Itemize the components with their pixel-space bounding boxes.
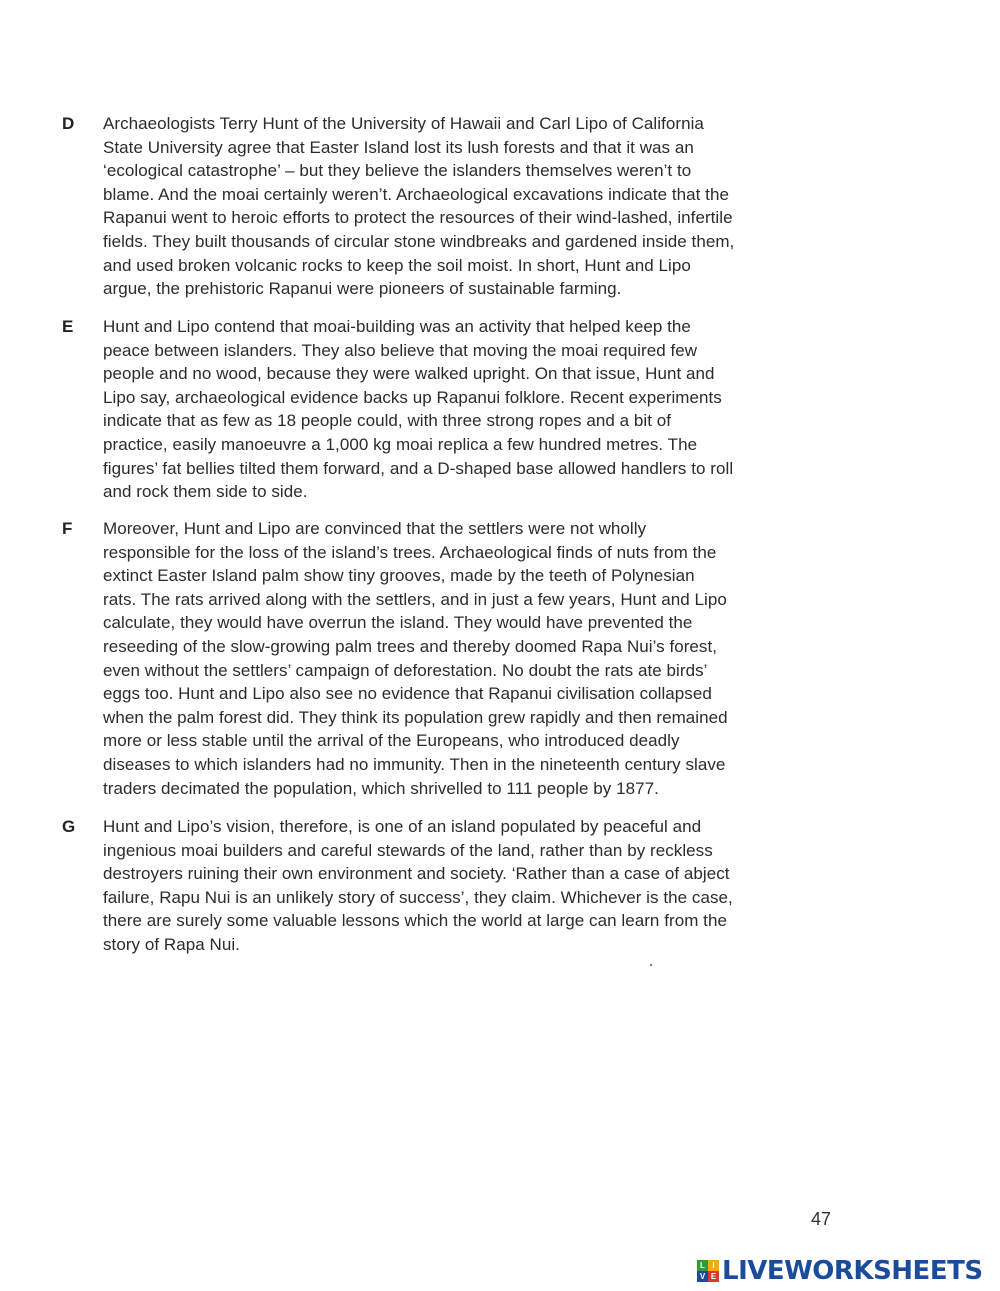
text-line: Archaeologists Terry Hunt of the University of Hawaii and Carl Lipo of California xyxy=(103,114,704,133)
text-line: ingenious moai builders and careful stewards of the land, rather than by reckless xyxy=(103,840,713,860)
paragraph-text xyxy=(103,112,851,301)
text-line: practice, easily manoeuvre a 1,000 kg moai replica a few hundred metres. The xyxy=(103,434,698,454)
paragraph-letter: E xyxy=(62,317,74,336)
text-line: extinct Easter Island palm show tiny grooves, made by the teeth of Polynesian xyxy=(103,566,695,586)
paragraph-letter: D xyxy=(62,114,75,133)
text-line: more or less stable until the arrival of the Europeans, who introduced deadly xyxy=(103,731,680,751)
logo-text: LIVEWORKSHEETS xyxy=(722,1256,983,1286)
text-line: traders decimated the population, which shrivelled to 111 people by 1877. xyxy=(103,778,659,798)
paragraph-text xyxy=(103,815,851,957)
text-line: fields. They built thousands of circular stone windbreaks and gardened inside them, xyxy=(103,231,735,251)
text-line: diseases to which islanders had no immunity. Then in the nineteenth century slave xyxy=(103,754,726,774)
liveworksheets-logo[interactable] xyxy=(697,1256,983,1286)
logo-cell: I xyxy=(708,1260,719,1271)
paragraph-text xyxy=(103,315,851,504)
text-line: argue, the prehistoric Rapanui were pioneers of sustainable farming. xyxy=(103,279,622,299)
text-line: Lipo say, archaeological evidence backs up Rapanui folklore. Recent experiments xyxy=(103,387,722,407)
text-line: rats. The rats arrived along with the settlers, and in just a few years, Hunt and Lipo xyxy=(103,589,727,609)
paragraph-letter: F xyxy=(62,519,73,538)
text-line: eggs too. Hunt and Lipo also see no evidence that Rapanui civilisation collapsed xyxy=(103,684,712,704)
paragraph-letter: G xyxy=(62,817,76,836)
text-line: Moreover, Hunt and Lipo are convinced that the settlers were not wholly xyxy=(103,519,647,538)
text-line: and rock them side to side. xyxy=(103,482,308,502)
text-line: destroyers ruining their own environment and society. ‘Rather than a case of abject xyxy=(103,864,730,884)
paragraph-text xyxy=(103,517,851,800)
stray-dot xyxy=(650,964,652,966)
text-line: State University agree that Easter Island lost its lush forests and that it was an xyxy=(103,137,694,157)
logo-cell: V xyxy=(697,1271,708,1282)
text-line: Hunt and Lipo contend that moai-building was an activity that helped keep the xyxy=(103,317,691,336)
text-line: responsible for the loss of the island’s trees. Archaeological finds of nuts from the xyxy=(103,542,717,562)
text-line: even without the settlers’ campaign of deforestation. No doubt the rats ate birds’ xyxy=(103,660,708,680)
page-number: 47 xyxy=(811,1209,832,1229)
logo-cell: E xyxy=(708,1271,719,1282)
text-line: and used broken volcanic rocks to keep the soil moist. In short, Hunt and Lipo xyxy=(103,255,691,275)
text-line: Hunt and Lipo’s vision, therefore, is one of an island populated by peaceful and xyxy=(103,817,702,836)
text-line: figures’ fat bellies tilted them forward, and a D-shaped base allowed handlers to roll xyxy=(103,458,734,478)
text-line: ‘ecological catastrophe’ – but they believe the islanders themselves weren’t to xyxy=(103,161,692,181)
text-line: people and no wood, because they were walked upright. On that issue, Hunt and xyxy=(103,364,715,384)
text-line: there are surely some valuable lessons which the world at large can learn from the xyxy=(103,911,727,931)
text-line: story of Rapa Nui. xyxy=(103,934,240,954)
logo-cell: L xyxy=(697,1260,708,1271)
text-line: Rapanui went to heroic efforts to protect the resources of their wind-lashed, infertile xyxy=(103,208,733,228)
text-line: calculate, they would have overrun the island. They would have prevented the xyxy=(103,613,693,633)
text-line: failure, Rapu Nui is an unlikely story of success’, they claim. Whichever is the case, xyxy=(103,887,733,907)
text-line: indicate that as few as 18 people could, with three strong ropes and a bit of xyxy=(103,411,672,431)
text-line: reseeding of the slow-growing palm trees and thereby doomed Rapa Nui’s forest, xyxy=(103,636,718,656)
text-line: peace between islanders. They also believe that moving the moai required few xyxy=(103,340,698,360)
text-line: blame. And the moai certainly weren’t. Archaeological excavations indicate that the xyxy=(103,184,729,204)
text-line: when the palm forest did. They think its population grew rapidly and then remained xyxy=(103,707,728,727)
liveworksheets-icon xyxy=(697,1260,719,1282)
